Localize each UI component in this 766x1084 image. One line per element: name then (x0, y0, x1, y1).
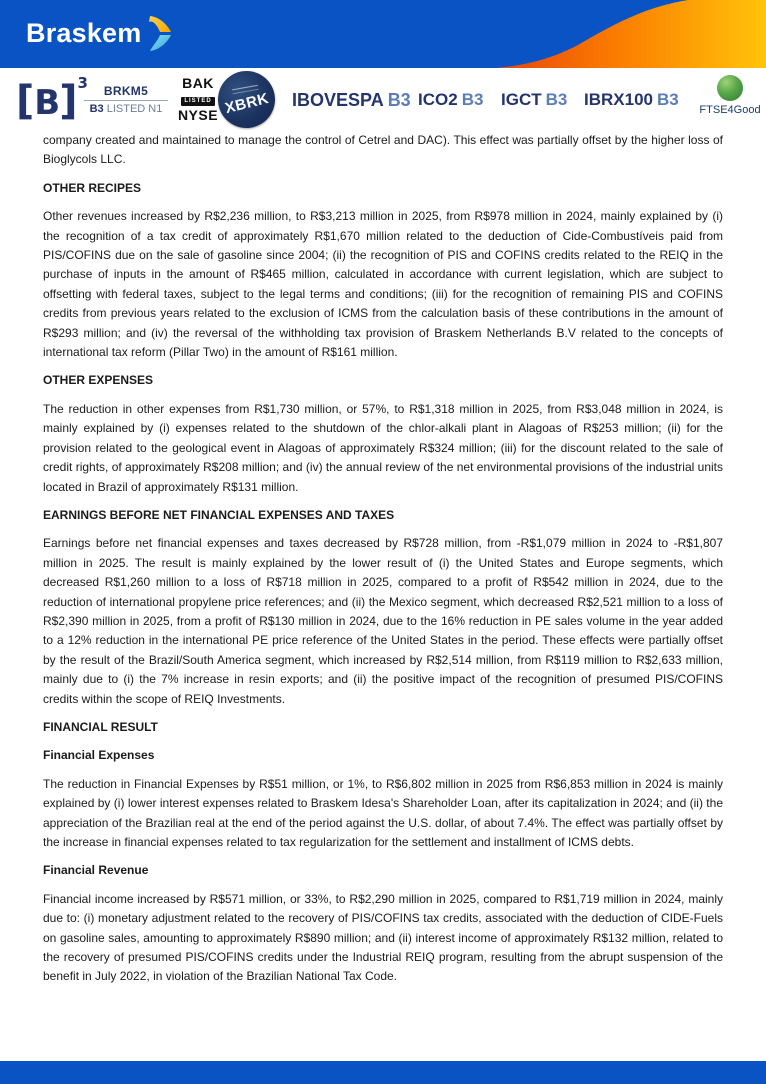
ftse-globe-icon (717, 75, 743, 101)
subheading-financial-expenses: Financial Expenses (43, 748, 155, 763)
section-heading-other-recipes: OTHER RECIPES (43, 180, 142, 195)
b3-logo-superscript: 3 (77, 74, 88, 92)
paragraph-earnings: Earnings before net financial expenses and taxes decreased by R$728 million, from -R$1,079 million in 2024 to -R$1,807 million in 2025. The result is mainly explained by the lower result of (i) the United States and Europe segments, which decreased R$1,260 million to a loss of R$718 million in 2025, compared to a profit of R$542 million in 2024, due to the reduction of international propylene price references; and (ii) the Mexico segment, which decreased R$2,521 million to a loss of R$2,390 million in 2025, from a profit of R$130 million in 2024, due to the 16% reduction in PE sales volume in the year added to a 12% reduction in the international PE price reference of the United States in the period. These effects were partially offset by the result of the Brazil/South America segment, which increased by R$2,514 million, from R$119 million to R$2,633 million, mainly due to (i) the 7% increase in resin exports; and (ii) the positive impact of the recognition of presumed PIS/COFINS credits within the scope of REIQ Investments. (43, 536, 723, 706)
subheading-financial-revenue: Financial Revenue (43, 863, 149, 878)
brkm5-listing-logo (84, 84, 168, 115)
section-heading-financial-result: FINANCIAL RESULT (43, 719, 158, 734)
paragraph-other-recipes: Other revenues increased by R$2,236 million, to R$3,213 million in 2025, from R$978 million in 2024, mainly explained by (i) the recognition of a tax credit of approximately R$1,670 million related to the deduction of Cide-Combustíveis paid from PIS/COFINS due on the sale of gasoline since 2004; (ii) the recognition of PIS and COFINS credits related to the REIQ in the purchase of inputs in the amount of R$465 million, calculated in accordance with current legislation, which are subject to offsetting with federal taxes, subject to the legal terms and conditions; (iii) for the recognition of remaining PIS and COFINS credits from previous years related to the exclusion of ICMS from the calculation basis of these contributions in the amount of R$293 million; and (iv) the reversal of the withholding tax provision of Braskem Netherlands B.V related to the concepts of international tax reform (Pillar Two) in the amount of R$161 million. (43, 209, 723, 360)
b3-logo-bracket: ] (59, 78, 78, 124)
xbrk-label: XBRK (223, 89, 271, 118)
index-suffix: B3 (387, 90, 411, 110)
paragraph-financial-expenses: The reduction in Financial Expenses by R$51 million, or 1%, to R$6,802 million in 2025 from R$6,853 million in 2024 is mainly explained by (i) lower interest expenses related to Braskem Idesa's Shareholder Loan, after its capitalization in 2024; and (ii) the appreciation of the Brazilian real at the end of the period against the U.S. dollar, of about 7.4%. The effect was partially offset by the increase in financial expenses related to tax regularization for the settlement and installment of ICMS debts. (43, 776, 723, 849)
index-suffix: B3 (656, 90, 679, 109)
header-banner (0, 0, 766, 68)
paragraph-intro: company created and maintained to manage the control of Cetrel and DAC). This effect was partially offset by the higher loss of Bioglycols LLC. (43, 133, 723, 167)
index-suffix: B3 (545, 90, 568, 109)
nyse-exchange: NYSE (177, 106, 219, 123)
ftse4good-logo (697, 75, 763, 116)
ibrx100-index-logo (584, 90, 679, 110)
document-body (43, 131, 723, 996)
brkm5-ticker: BRKM5 (84, 84, 168, 101)
nyse-ticker: BAK (182, 75, 214, 91)
paragraph-other-expenses: The reduction in other expenses from R$1,730 million, or 57%, to R$1,318 million in 2025, from R$3,048 million in 2024, is mainly explained by (i) expenses related to the shutdown of the chlor-alkali plant in Alagoas of R$253 million; (ii) for the provision related to the geological event in Alagoas of approximately R$324 million; (iii) for the discount related to the sale of credit rights, of approximately R$208 million; and (iv) the annual review of the net environmental provisions of the industrial units located in Brazil of approximately R$131 million. (43, 401, 723, 494)
index-name: ICO2 (418, 90, 458, 109)
ftse-label: FTSE4Good (699, 104, 761, 116)
brkm5-exchange: B3 (89, 103, 104, 115)
paragraph-financial-revenue: Financial income increased by R$571 million, or 33%, to R$2,290 million in 2025, compared to R$1,719 million in 2024, mainly due to: (i) monetary adjustment related to the recovery of PIS/COFINS tax credits, associated with the deduction of CIDE-Fuels on gasoline sales, amounting to approximately R$890 million; and (ii) interest income of approximately R$132 million, related to the recovery of presumed PIS/COFINS credits under the Industrial REIQ program, resulting from the abrupt suspension of the benefit in July 2022, in violation of the Brazilian National Tax Code. (43, 891, 723, 984)
braskem-logo-mark-icon (147, 16, 173, 52)
xbrk-badge (213, 66, 279, 132)
braskem-logo (26, 14, 173, 52)
footer-banner (0, 1061, 766, 1084)
b3-logo-bracket: [ (16, 78, 35, 124)
nyse-listing-logo (176, 76, 220, 122)
b3-logo (16, 74, 88, 125)
index-suffix: B3 (461, 90, 484, 109)
index-name: IBRX100 (584, 90, 653, 109)
section-heading-other-expenses: OTHER EXPENSES (43, 373, 154, 388)
ico2-index-logo (418, 90, 483, 110)
index-name: IGCT (501, 90, 542, 109)
b3-logo-letter: B (34, 83, 60, 123)
brkm5-listing-level: LISTED N1 (106, 103, 163, 115)
ibovespa-index-logo (292, 90, 411, 111)
section-heading-earnings: EARNINGS BEFORE NET FINANCIAL EXPENSES AND TAXES (43, 507, 395, 522)
braskem-logo-text: Braskem (26, 17, 142, 48)
igct-index-logo (501, 90, 567, 110)
listing-logos-bar (0, 68, 766, 130)
nyse-listed-badge: LISTED (181, 97, 214, 106)
index-name: IBOVESPA (292, 90, 384, 110)
